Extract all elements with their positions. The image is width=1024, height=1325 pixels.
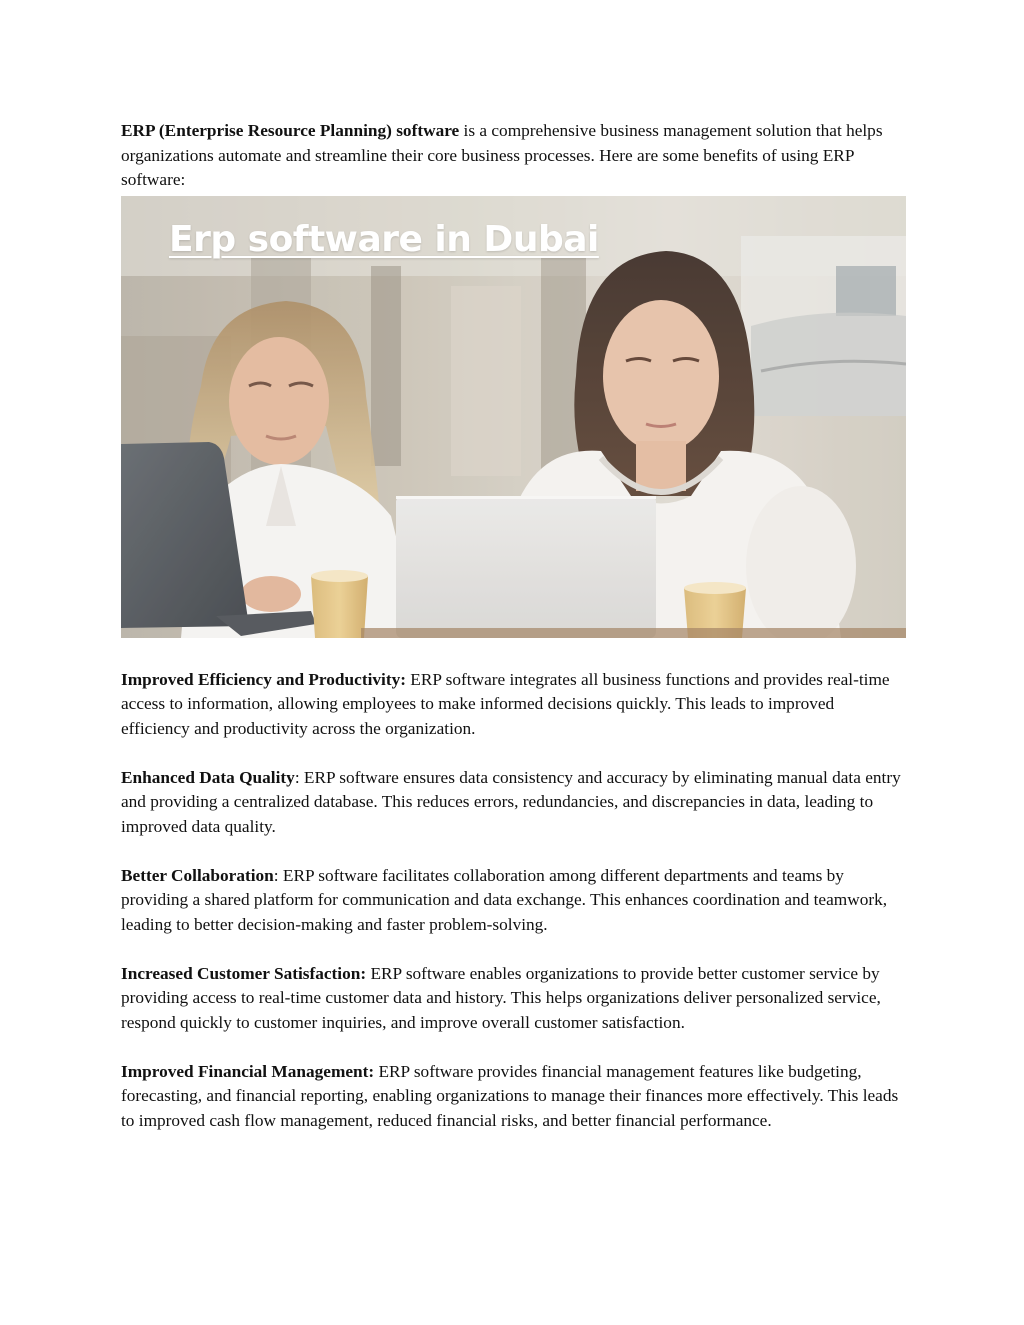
benefit-title: Improved Efficiency and Productivity: [121, 669, 406, 689]
benefit-title: Increased Customer Satisfaction: [121, 963, 367, 983]
benefit-paragraph [121, 766, 906, 840]
benefit-paragraph [121, 962, 906, 1036]
benefit-title: Improved Financial Management: [121, 1061, 375, 1081]
benefit-title: Enhanced Data Quality [121, 767, 295, 787]
benefit-text: : ERP software facilitates collaboration among different departments and teams by providing a shared platform for communication and data exchange. This enhances coordination and teamwork, leading to better decision-making and faster problem-solving. [121, 865, 888, 934]
benefit-paragraph [121, 668, 906, 742]
benefit-paragraph [121, 1060, 906, 1134]
benefit-text: : ERP software ensures data consistency and accuracy by eliminating manual data entry and providing a centralized database. This reduces errors, redundancies, and discrepancies in data, leading to improved data quality. [121, 767, 901, 836]
benefit-paragraph [121, 864, 906, 938]
hero-image [121, 196, 906, 638]
intro-paragraph [121, 119, 906, 193]
benefit-text: ERP software integrates all business functions and provides real-time access to information, allowing employees to make informed decisions quickly. This leads to improved efficiency and productivity across the organization. [121, 669, 890, 738]
intro-text: is a comprehensive business management solution that helps organizations automate and streamline their core business processes. Here are some benefits of using ERP software: [121, 121, 883, 189]
intro-bold-term: ERP (Enterprise Resource Planning) software [121, 121, 460, 140]
benefit-title: Better Collaboration [121, 865, 274, 885]
benefit-text: ERP software enables organizations to provide better customer service by providing access to real-time customer data and history. This helps organizations deliver personalized service, respond quickly to customer inquiries, and improve overall customer satisfaction. [121, 963, 881, 1032]
benefit-text: ERP software provides financial management features like budgeting, forecasting, and financial reporting, enabling organizations to manage their finances more effectively. This leads to improved cash flow management, reduced financial risks, and better financial performance. [121, 1061, 899, 1130]
hero-image-caption: Erp software in Dubai [169, 218, 599, 260]
document-page [121, 119, 906, 1158]
